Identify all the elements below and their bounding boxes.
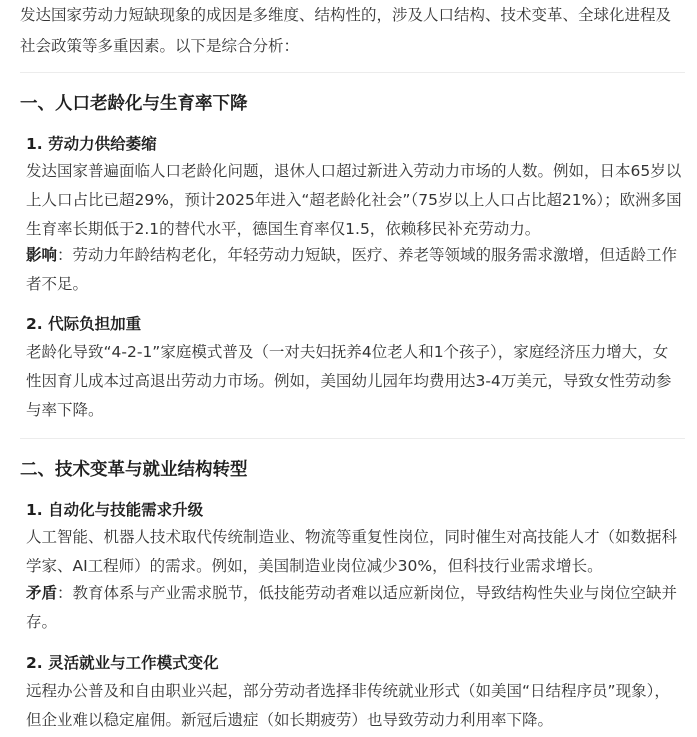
- subsection-title: 2. 灵活就业与工作模式变化: [26, 654, 219, 672]
- section-heading: 一、人口老龄化与生育率下降: [20, 94, 248, 114]
- note-label: 矛盾: [26, 584, 58, 602]
- note-paragraph: [26, 241, 682, 299]
- section-heading: 二、技术变革与就业结构转型: [20, 460, 248, 480]
- intro-paragraph: 发达国家劳动力短缺现象的成因是多维度、结构性的，涉及人口结构、技术变革、全球化进程及社会政策等多重因素。以下是综合分析：: [20, 6, 672, 55]
- subsection-body: 远程办公普及和自由职业兴起，部分劳动者选择非传统就业形式（如美国“日结程序员”现象），但企业难以稳定雇佣。新冠后遗症（如长期疲劳）也导致劳动力利用率下降。: [26, 682, 670, 729]
- note-label: 影响: [26, 246, 58, 264]
- subsection-title: 1. 自动化与技能需求升级: [26, 501, 204, 519]
- section-divider: [20, 438, 685, 439]
- subsection-body: 老龄化导致“4-2-1”家庭模式普及（一对夫妇抚养4位老人和1个孩子），家庭经济压力增大，女性因育儿成本过高退出劳动力市场。例如，美国幼儿园年均费用达3-4万美元，导致女性劳动参与率下降。: [26, 343, 672, 419]
- note-paragraph: [26, 579, 682, 637]
- subsection-body: 发达国家普遍面临人口老龄化问题，退休人口超过新进入劳动力市场的人数。例如，日本65岁以上人口占比已超29%，预计2025年进入“超老龄化社会”（75岁以上人口占比超21%）；欧洲多国生育率长期低于2.1的替代水平，德国生育率仅1.5，依赖移民补充劳动力。: [26, 162, 682, 238]
- section-divider: [20, 72, 685, 73]
- note-text: ：劳动力年龄结构老化，年轻劳动力短缺，医疗、养老等领域的服务需求激增，但适龄工作者不足。: [26, 246, 678, 293]
- subsection-title: 2. 代际负担加重: [26, 315, 142, 333]
- note-text: ：教育体系与产业需求脱节，低技能劳动者难以适应新岗位，导致结构性失业与岗位空缺并存。: [26, 584, 678, 631]
- subsection-body: 人工智能、机器人技术取代传统制造业、物流等重复性岗位，同时催生对高技能人才（如数据科学家、AI工程师）的需求。例如，美国制造业岗位减少30%，但科技行业需求增长。: [26, 528, 678, 575]
- subsection-title: 1. 劳动力供给萎缩: [26, 135, 157, 153]
